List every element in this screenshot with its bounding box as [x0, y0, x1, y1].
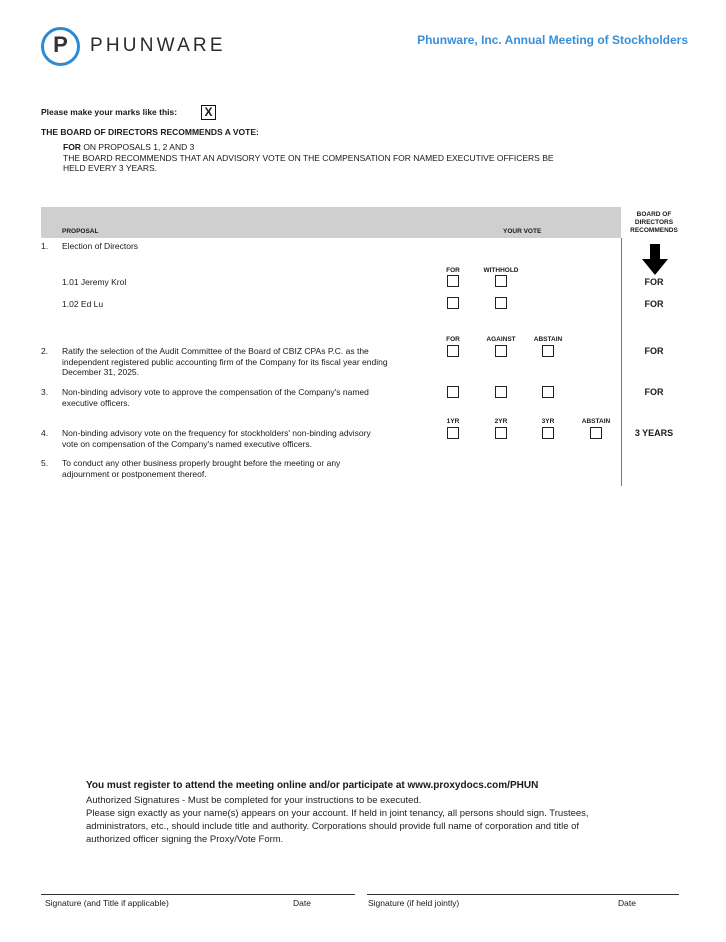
rec-line-2: THE BOARD RECOMMENDS THAT AN ADVISORY VOTE ON THE COMPENSATION FOR NAMED EXECUTIVE OFFICERS BE: [63, 152, 554, 163]
p4-header-2yr: 2YR: [494, 418, 508, 425]
phunware-logo: [41, 27, 80, 66]
board-header-line-1: BOARD OF: [636, 211, 672, 218]
rec-line-3: HELD EVERY 3 YEARS.: [63, 163, 158, 173]
proposal-2-text: [62, 346, 442, 378]
nominee-2-label: 1.02 Ed Lu: [62, 299, 104, 309]
p2-header-against: AGAINST: [486, 336, 516, 343]
signature-line-2[interactable]: [367, 894, 679, 895]
p2-header-abstain: ABSTAIN: [533, 336, 563, 343]
p4-header-abstain: ABSTAIN: [581, 418, 611, 425]
p4-header-1yr: 1YR: [446, 418, 460, 425]
proposal-4-line-1: Non-binding advisory vote on the frequency for stockholders' non-binding advisory: [62, 428, 371, 438]
footer-line-2: Please sign exactly as your name(s) appears on your account. If held in joint tenancy, all persons should sign. Trustees,: [86, 808, 589, 819]
proposal-5-line-2: adjournment or postponement thereof.: [62, 468, 207, 479]
nominee-2-for-checkbox[interactable]: [447, 297, 459, 309]
p3-against-checkbox[interactable]: [495, 386, 507, 398]
board-header-line-3: RECOMMENDS: [630, 226, 678, 234]
footer-line-3: administrators, etc., should include title and authority. Corporations should provide full name of corporation and title of: [86, 821, 580, 832]
column-header-board-recommends: [626, 211, 682, 234]
signature-1-label: Signature (and Title if applicable): [45, 898, 169, 908]
p2-against-checkbox[interactable]: [495, 345, 507, 357]
nominee-2-withhold-checkbox[interactable]: [495, 297, 507, 309]
nominee-1-withhold-checkbox[interactable]: [495, 275, 507, 287]
proposal-3-number: 3.: [41, 387, 49, 397]
p4-3yr-checkbox[interactable]: [542, 427, 554, 439]
date-2-label: Date: [618, 898, 636, 908]
proposal-4-text: [62, 428, 442, 449]
p2-abstain-checkbox[interactable]: [542, 345, 554, 357]
proposal-2-line-3: December 31, 2025.: [62, 367, 140, 377]
p3-abstain-checkbox[interactable]: [542, 386, 554, 398]
footer-line-4: authorized officer signing the Proxy/Vote Form.: [86, 834, 284, 845]
p2-header-for: FOR: [446, 336, 460, 343]
rec-for-rest: ON PROPOSALS 1, 2 AND 3: [80, 142, 195, 152]
p3-board-rec: FOR: [644, 387, 664, 397]
marks-instruction: Please make your marks like this:: [41, 107, 178, 117]
proposal-5-number: 5.: [41, 458, 49, 468]
p4-2yr-checkbox[interactable]: [495, 427, 507, 439]
proposal-2-line-1: Ratify the selection of the Audit Committee of the Board of CBIZ CPAs P.C. as the: [62, 346, 369, 356]
signature-instructions: [86, 794, 646, 846]
nominee-1-label: 1.01 Jeremy Krol: [62, 277, 127, 287]
proposal-3-line-2: executive officers.: [62, 397, 130, 408]
p2-board-rec: FOR: [644, 346, 664, 356]
p2-for-checkbox[interactable]: [447, 345, 459, 357]
registration-notice: You must register to attend the meeting online and/or participate at www.proxydocs.com/PHUN: [86, 780, 539, 791]
proposal-3-text: [62, 387, 442, 408]
proposal-4-number: 4.: [41, 428, 49, 438]
recommendation-text: [63, 142, 633, 174]
page-title: Phunware, Inc. Annual Meeting of Stockholders: [417, 33, 688, 47]
proposal-5-text: [62, 458, 442, 479]
p4-abstain-checkbox[interactable]: [590, 427, 602, 439]
column-header-your-vote: YOUR VOTE: [503, 228, 542, 235]
p4-board-rec: 3 YEARS: [634, 428, 674, 438]
proposal-1-text: Election of Directors: [62, 241, 139, 251]
p1-header-for: FOR: [446, 267, 460, 274]
proposal-2-line-2: independent registered public accounting firm of the Company for its fiscal year ending: [62, 356, 388, 367]
p4-1yr-checkbox[interactable]: [447, 427, 459, 439]
board-header-line-2: DIRECTORS: [634, 218, 674, 226]
signature-line-1[interactable]: [41, 894, 355, 895]
nominee-1-for-checkbox[interactable]: [447, 275, 459, 287]
nominee-2-board-rec: FOR: [644, 299, 664, 309]
p4-header-3yr: 3YR: [541, 418, 555, 425]
logo-letter: P: [53, 32, 68, 57]
mark-example-box: X: [201, 105, 216, 120]
p1-header-withhold: WITHHOLD: [483, 267, 519, 274]
column-header-proposal: PROPOSAL: [62, 228, 99, 235]
rec-for-bold: FOR: [63, 142, 81, 152]
date-1-label: Date: [293, 898, 311, 908]
board-column-divider: [621, 238, 622, 486]
proposal-1-number: 1.: [41, 241, 49, 251]
p3-for-checkbox[interactable]: [447, 386, 459, 398]
proposal-2-number: 2.: [41, 346, 49, 356]
proposal-4-line-2: vote on compensation of the Company's named executive officers.: [62, 438, 312, 449]
logo-text: PHUNWARE: [90, 35, 226, 56]
proposal-3-line-1: Non-binding advisory vote to approve the compensation of the Company's named: [62, 387, 369, 397]
footer-line-1: Authorized Signatures - Must be completed for your instructions to be executed.: [86, 795, 422, 806]
signature-2-label: Signature (if held jointly): [368, 898, 460, 908]
proposal-5-line-1: To conduct any other business properly brought before the meeting or any: [62, 458, 341, 468]
board-recommendation-heading: THE BOARD OF DIRECTORS RECOMMENDS A VOTE:: [41, 127, 259, 137]
nominee-1-board-rec: FOR: [644, 277, 664, 287]
down-arrow-icon: [640, 244, 670, 276]
